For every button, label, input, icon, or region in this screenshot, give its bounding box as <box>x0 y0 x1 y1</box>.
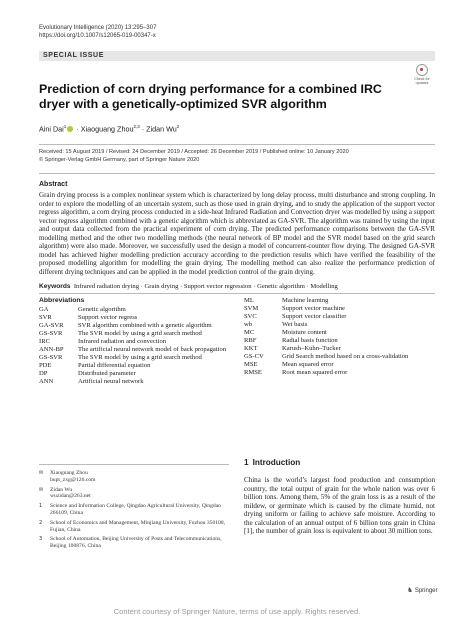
journal-header <box>39 24 156 40</box>
article-title: Prediction of corn drying performance for a combined IRC dryer with a genetically-optimized SVR algorithm <box>39 82 382 111</box>
check-for-updates-button[interactable] <box>409 64 435 84</box>
affiliation-text: Science and Information College, Qingdao Agricultural University, Qingdao 266109, China <box>50 503 221 516</box>
affiliation-number: 3 <box>39 536 43 543</box>
abbreviation-definition: Support vector classifier <box>282 312 347 320</box>
abbreviation-entry <box>244 361 434 369</box>
abbreviation-definition: Mean squared error <box>282 360 334 368</box>
abbreviations-right-list <box>244 297 434 377</box>
affiliation-text: School of Automation, Beijing University of Posts and Telecommunications, Beijing 100876, China <box>50 536 222 550</box>
abbreviation-entry <box>244 353 434 361</box>
author-separator: · <box>74 124 81 134</box>
abbreviation-entry <box>39 338 231 346</box>
keywords-line <box>39 283 435 290</box>
contact-name: Zidan Wu <box>50 486 73 493</box>
abbreviation-definition: Support vector regress <box>78 313 138 321</box>
abbreviation-definition: Grid Search method based on a cross-validation <box>282 352 409 360</box>
abbreviation-entry <box>244 337 434 345</box>
abbreviation-term: SVC <box>244 312 257 320</box>
affiliation-entry <box>39 520 229 534</box>
affiliation-entry <box>39 536 229 550</box>
abbreviation-term: DP <box>39 369 48 377</box>
contact-email[interactable]: bupt_zxg@126.com <box>50 476 96 483</box>
abbreviation-entry <box>244 321 434 329</box>
abbreviation-definition: The SVR model by using a grid search method <box>78 329 202 337</box>
divider <box>39 144 435 145</box>
footnote-divider <box>39 464 229 465</box>
abbreviation-term: SVR <box>39 313 52 321</box>
section-number: 1 <box>244 458 249 467</box>
abbreviation-definition: Support vector machine <box>282 304 345 312</box>
abbreviation-entry <box>39 306 231 314</box>
abbreviation-term: KKT <box>244 344 258 352</box>
abbreviation-term: ANN <box>39 377 54 385</box>
abbreviation-term: GA <box>39 306 49 313</box>
affiliation-text: School of Economics and Management, Minjiang University, Fuzhou 350108, Fujian, China <box>50 519 226 533</box>
keywords-text: Infrared radiation drying · Grain drying · Support vector regression · Genetic algorithm · Modelling <box>73 283 338 290</box>
check-updates-label: Check for updates <box>414 77 430 85</box>
courtesy-notice: Content courtesy of Springer Nature, terms of use apply. Rights reserved. <box>113 607 361 616</box>
orcid-icon[interactable] <box>67 126 73 132</box>
envelope-icon: ✉ <box>39 470 44 476</box>
abbreviation-term: RBF <box>244 336 257 344</box>
special-issue-banner: SPECIAL ISSUE <box>39 51 435 61</box>
author-name[interactable]: Aini Dai <box>39 124 64 134</box>
envelope-icon: ✉ <box>39 486 44 493</box>
author-footnotes <box>39 470 229 553</box>
divider <box>39 173 435 174</box>
check-updates-icon <box>416 64 428 76</box>
keywords-label: Keywords <box>39 283 71 290</box>
contact-entry <box>39 470 229 484</box>
abbreviation-entry <box>39 346 231 354</box>
abbreviation-term: IRC <box>39 337 50 345</box>
abbreviation-term: GS-SVR <box>39 353 63 361</box>
abbreviation-entry <box>39 378 231 386</box>
abbreviation-term: MSE <box>244 360 258 368</box>
abbreviation-entry <box>39 314 231 322</box>
section-heading <box>244 458 300 467</box>
abbreviation-entry <box>244 345 434 353</box>
abbreviation-term: GS-CV <box>244 352 264 360</box>
introduction-text: China is the world’s largest food production and consumption country, the total output of grain for the whole nation was over 6 billion tons. Among them, 5% of the grain loss is as a result of the mildew, or germinate which is caused by the climate humid, not drying uniform or failing to achieve safe moisture. According to the calculation of an annual output of 6 billion tons grain in China [1], the number of grain loss is equivalent to about 30 million tons. <box>244 476 435 536</box>
affiliation-number: 2 <box>39 519 43 526</box>
contact-entry <box>39 487 229 501</box>
abbreviation-definition: Moisture content <box>282 328 327 336</box>
abbreviation-term: MC <box>244 328 255 336</box>
author-separator: · <box>139 124 147 134</box>
abbreviation-term: GA-SVR <box>39 321 64 329</box>
abbreviation-term: SVM <box>244 304 259 312</box>
abbreviation-definition: Partial differential equation <box>78 361 151 369</box>
abbreviation-entry <box>39 362 231 370</box>
abbreviation-entry <box>244 313 434 321</box>
abbreviation-definition: The SVR model by using a grid search method <box>78 353 202 361</box>
abstract-heading: Abstract <box>39 181 68 188</box>
contact-name: Xiaoguang Zhou <box>50 470 88 476</box>
abbreviation-definition: Machine learning <box>282 297 329 304</box>
abbreviation-term: wb <box>244 320 253 328</box>
abbreviation-term: RMSE <box>244 368 262 376</box>
abbreviations-heading: Abbreviations <box>39 297 85 304</box>
abbreviation-entry <box>39 330 231 338</box>
abstract-text: Grain drying process is a complex nonlinear system which is characterized by long delay process, multi disturbance and strong coupling. In order to explore the modelling of an uncertain system, such as those used in grain drying, and to study the application of the support vector regress algorithm, a corn drying process conducted in a side-heat Infrared Radiation and Convection dryer was modelled by using a support vector regress algorithm combined with a genetic algorithm which is abbreviated as GA-SVR. The algorithm was trained by using the input and output data collected from the practical experiment of corn drying. The predicted performance comparisons between the GA-SVR modelling method and the other two modelling methods (the neural network of BP model and the SVR model based on the grid search algorithm) were also made. Moreover, we successfully used the design a model of concurrent-counter flow drying. The designed GA-SVR model has achieved higher modelling prediction accuracy according to the prediction results which have verified the feasibility of the proposed modelling algorithm for modelling the grain drying. The modelling method can also realize the performance prediction of different drying techniques and can be applied in the model prediction control of the grain drying. <box>39 191 435 276</box>
abbreviation-term: GS-SVR <box>39 329 63 337</box>
abbreviation-entry <box>39 354 231 362</box>
author-name[interactable]: Zidan Wu <box>146 124 177 134</box>
abbreviation-entry <box>244 329 434 337</box>
affiliation-entry <box>39 503 229 517</box>
author-affiliation-mark: 2,3 <box>133 124 140 129</box>
author-list <box>39 124 179 133</box>
abbreviations-left-list <box>39 306 231 386</box>
abbreviation-definition: SVR algorithm combined with a genetic algorithm <box>78 321 212 329</box>
abbreviation-definition: Distributed parameter <box>78 369 136 377</box>
abbreviation-entry <box>244 369 434 377</box>
publisher-name: Springer <box>414 588 438 594</box>
abbreviation-definition: Wet basis <box>282 320 308 328</box>
springer-horse-icon: ♞ <box>407 586 413 594</box>
publisher-logo <box>407 586 438 594</box>
publication-history <box>39 149 349 164</box>
dates-line: Received: 15 August 2019 / Revised: 24 December 2019 / Accepted: 26 December 2019 / Published online: 10 January 2020 <box>39 149 349 155</box>
contact-email[interactable]: wuzidan@263.net <box>50 493 91 500</box>
abbreviation-term: ANN-BP <box>39 345 64 353</box>
abbreviation-entry <box>39 322 231 330</box>
abbreviation-definition: The artificial neural network model of back propagation <box>78 345 227 353</box>
abbreviation-term: PDE <box>39 361 52 369</box>
abbreviation-term: ML <box>244 297 254 304</box>
doi-link[interactable]: https://doi.org/10.1007/s12065-019-00347-x <box>39 33 156 39</box>
author-name[interactable]: Xiaoguang Zhou <box>80 124 134 134</box>
copyright-line: © Springer-Verlag GmbH Germany, part of Springer Nature 2020 <box>39 156 200 163</box>
divider <box>39 293 435 294</box>
affiliation-number: 1 <box>39 503 43 510</box>
abbreviation-entry <box>39 370 231 378</box>
abbreviation-definition: Radial basis function <box>282 336 338 344</box>
abbreviation-definition: Infrared radiation and convection <box>78 337 167 345</box>
author-affiliation-mark: 2 <box>176 124 180 129</box>
abbreviation-definition: Genetic algorithm <box>78 306 126 313</box>
abbreviation-entry <box>244 305 434 313</box>
abbreviation-definition: Root mean squared error <box>282 368 348 376</box>
abbreviation-definition: Artificial neural network <box>78 377 144 385</box>
journal-citation: Evolutionary Intelligence (2020) 13:295–307 <box>39 25 157 31</box>
author-affiliation-mark: 1 <box>63 124 67 129</box>
section-title: Introduction <box>252 458 301 467</box>
abbreviation-entry <box>244 297 434 305</box>
abbreviation-definition: Karush–Kuhn–Tucker <box>282 344 341 352</box>
